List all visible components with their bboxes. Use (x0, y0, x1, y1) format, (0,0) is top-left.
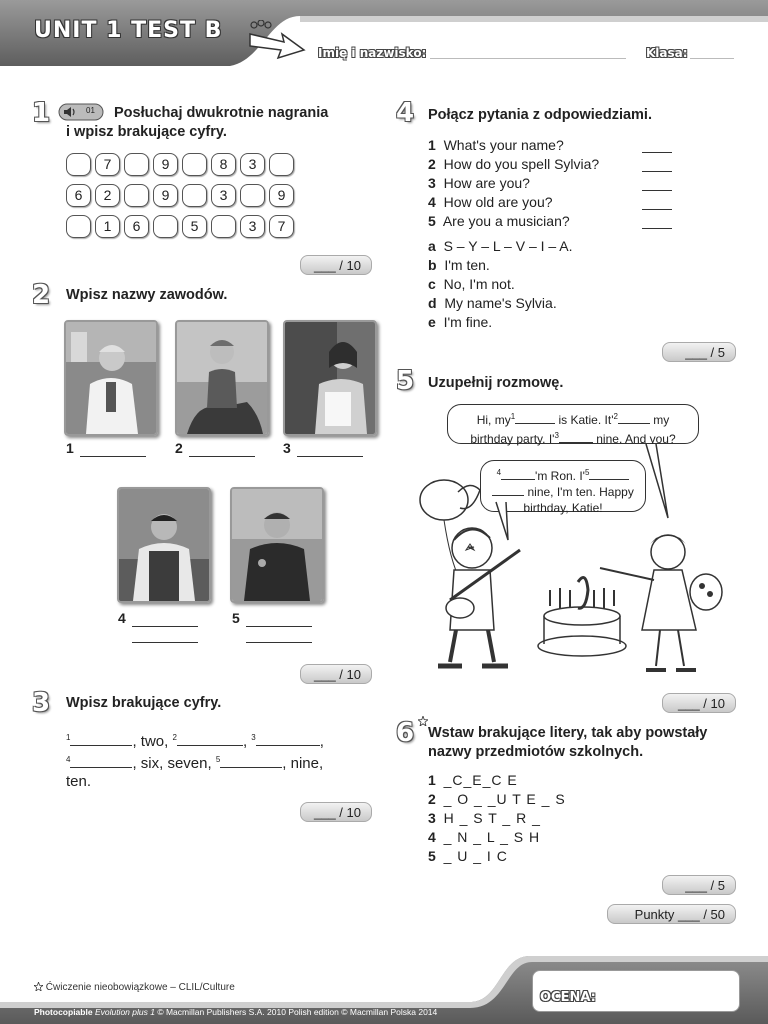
list-item: 3 H _ S T _ R _ (428, 810, 541, 826)
exercise-1-title-line2: i wpisz brakujące cyfry. (66, 124, 227, 140)
answer-line[interactable] (70, 753, 132, 768)
score-box[interactable]: ___ / 10 (300, 255, 372, 275)
score-box[interactable]: ___ / 5 (662, 875, 736, 895)
digit-box[interactable]: 3 (240, 215, 265, 238)
digit-box[interactable]: 7 (269, 215, 294, 238)
footnote: Ćwiczenie nieobowiązkowe – CLIL/Culture (34, 982, 235, 993)
score-box[interactable]: ___ / 10 (300, 664, 372, 684)
digit-box[interactable]: 2 (95, 184, 120, 207)
answer-line[interactable] (220, 753, 282, 768)
answer-line[interactable] (80, 442, 146, 457)
list-item: d My name's Sylvia. (428, 295, 557, 311)
digit-box[interactable]: 8 (211, 153, 236, 176)
star-icon (34, 982, 43, 991)
exercise-5-title: Uzupełnij rozmowę. (428, 375, 564, 391)
name-line[interactable] (430, 58, 626, 59)
answer-line[interactable] (246, 628, 312, 643)
list-item: 2 _ O _ _U T E _ S (428, 791, 566, 807)
audio-track: 01 (86, 106, 95, 115)
class-label: Klasa: (646, 46, 688, 60)
digit-box[interactable]: 3 (240, 153, 265, 176)
exercise-number: 3 (32, 688, 51, 718)
digit-row (66, 215, 316, 238)
digit-box[interactable]: 9 (269, 184, 294, 207)
exercise-3-title: Wpisz brakujące cyfry. (66, 695, 222, 711)
list-item: 5 _ U _ I C (428, 848, 508, 864)
exercise-6-title-line2: nazwy przedmiotów szkolnych. (428, 744, 644, 760)
list-item: 3 How are you? (428, 175, 530, 191)
ex3-line1: $^1$ , two, $^2$ , $^3$ , (66, 733, 324, 750)
answer-line[interactable] (256, 731, 320, 746)
copyright: Photocopiable Evolution plus 1 © Macmillan Publishers S.A. 2010 Polish edition © Macmillan Polska 2014 (34, 1007, 438, 1017)
photo-doctor (64, 320, 158, 436)
score-box[interactable]: ___ / 10 (300, 802, 372, 822)
ex3-line2: $^4$ , six, seven, $^5$ , nine, (66, 755, 324, 772)
digit-box[interactable]: 9 (153, 184, 178, 207)
digit-box[interactable]: 7 (95, 153, 120, 176)
list-item: 1 _C_E_C E (428, 772, 518, 788)
party-illustration (410, 440, 730, 680)
answer-line[interactable] (515, 413, 555, 424)
list-item: a S – Y – L – V – I – A. (428, 238, 573, 254)
speaker-icon (58, 103, 104, 121)
score-box[interactable]: ___ / 10 (662, 693, 736, 713)
list-item: 4 _ N _ L _ S H (428, 829, 541, 845)
answer-line[interactable] (177, 731, 243, 746)
digit-box[interactable] (211, 215, 236, 238)
photo-chef (117, 487, 211, 603)
digit-row (66, 184, 316, 207)
list-item: c No, I'm not. (428, 276, 515, 292)
questions-list (428, 136, 599, 231)
answer-line[interactable] (70, 731, 132, 746)
digit-box[interactable] (153, 215, 178, 238)
digit-box[interactable] (182, 153, 207, 176)
grade-label: OCENA: (540, 990, 596, 1005)
speech-bubble-katie: Hi, $my^1$ is Katie. $It'^2$ my birthday party. $I'^3$ nine. And you? (447, 404, 699, 444)
answer-line[interactable] (132, 612, 198, 627)
digit-box[interactable] (240, 184, 265, 207)
photo-label: 1 (66, 440, 74, 456)
digit-box[interactable]: 3 (211, 184, 236, 207)
exercise-1-title-line1: Posłuchaj dwukrotnie nagrania (114, 105, 329, 121)
answers-list (428, 237, 573, 332)
subjects-list (428, 771, 566, 866)
photo-label: 2 (175, 440, 183, 456)
exercise-number: 1 (32, 98, 51, 128)
digit-box[interactable]: 9 (153, 153, 178, 176)
digit-box[interactable] (182, 184, 207, 207)
ex3-line3: ten. (66, 773, 92, 790)
photo-police-officer (230, 487, 324, 603)
answer-line[interactable] (132, 628, 198, 643)
answer-line[interactable] (189, 442, 255, 457)
total-score-box[interactable]: Punkty ___ / 50 (607, 904, 736, 924)
digit-box[interactable]: 6 (124, 215, 149, 238)
exercise-6-title-line1: Wstaw brakujące litery, tak aby powstały (428, 725, 708, 741)
answer-line[interactable] (297, 442, 363, 457)
digit-box[interactable] (269, 153, 294, 176)
answer-line[interactable] (642, 176, 672, 191)
photo-label: 5 (232, 610, 240, 626)
speech-bubble-ron: $^4$ 'm Ron. $I'^5$ nine, I'm ten. Happy birthday, Katie! (480, 460, 646, 512)
class-line[interactable] (690, 58, 734, 59)
star-icon (418, 716, 428, 726)
photo-sports-teacher (175, 320, 269, 436)
digit-box[interactable] (66, 153, 91, 176)
photo-label: 3 (283, 440, 291, 456)
digit-box[interactable]: 5 (182, 215, 207, 238)
digit-box[interactable] (124, 153, 149, 176)
test-title: UNIT 1 TEST B (34, 18, 223, 43)
exercise-number: 2 (32, 280, 51, 310)
list-item: 4 How old are you? (428, 194, 553, 210)
digit-box[interactable]: 6 (66, 184, 91, 207)
exercise-2-title: Wpisz nazwy zawodów. (66, 287, 228, 303)
exercise-number: 5 (396, 366, 415, 396)
answer-line[interactable] (642, 157, 672, 172)
list-item: 5 Are you a musician? (428, 213, 570, 229)
photo-teacher (283, 320, 377, 436)
answer-line[interactable] (618, 413, 650, 424)
digit-box[interactable] (66, 215, 91, 238)
exercise-number: 4 (396, 98, 415, 128)
digit-grid (66, 153, 316, 246)
list-item: 2 How do you spell Sylvia? (428, 156, 600, 172)
list-item: b I'm ten. (428, 257, 490, 273)
answer-line[interactable] (246, 612, 312, 627)
photo-label: 4 (118, 610, 126, 626)
arrow-icon (248, 20, 308, 64)
answer-line[interactable] (642, 195, 672, 210)
list-item: e I'm fine. (428, 314, 493, 330)
digit-row (66, 153, 316, 176)
answer-line[interactable] (642, 138, 672, 153)
list-item: 1 What's your name? (428, 137, 564, 153)
answer-line[interactable] (642, 214, 672, 229)
name-label: Imię i nazwisko: (318, 46, 427, 60)
digit-box[interactable]: 1 (95, 215, 120, 238)
score-box[interactable]: ___ / 5 (662, 342, 736, 362)
exercise-number: 6 (396, 718, 415, 748)
digit-box[interactable] (124, 184, 149, 207)
exercise-4-title: Połącz pytania z odpowiedziami. (428, 107, 652, 123)
